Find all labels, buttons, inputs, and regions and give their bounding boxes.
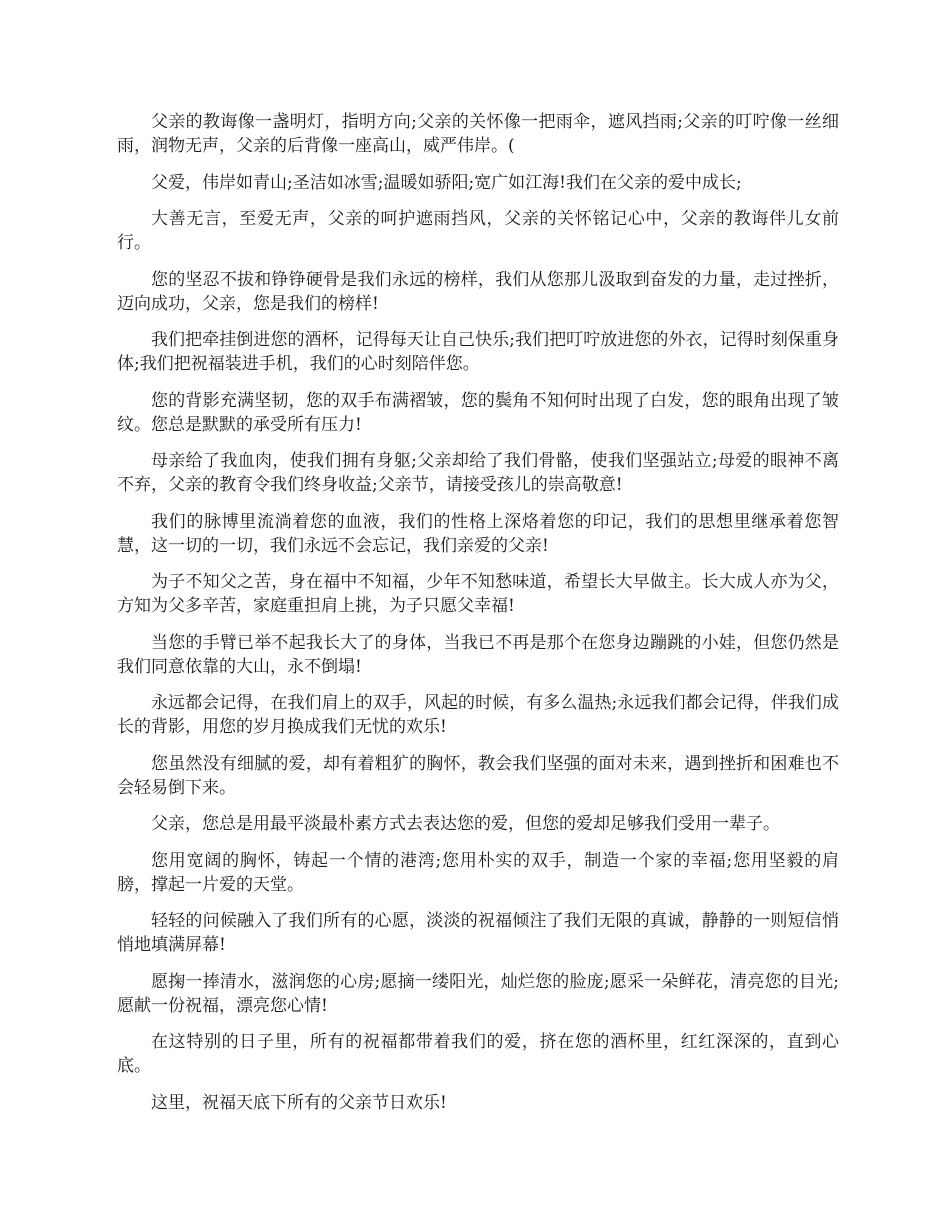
paragraph-11: 永远都会记得，在我们肩上的双手，风起的时候，有多么温热;永远我们都会记得，伴我们成长的背影，用您的岁月换成我们无忧的欢乐! — [117, 693, 839, 737]
paragraph-7: 母亲给了我血肉，使我们拥有身躯;父亲却给了我们骨骼，使我们坚强站立;母爱的眼神不离不弃，父亲的教育令我们终身收益;父亲节，请接受孩儿的崇高敬意! — [117, 451, 839, 495]
paragraph-18: 这里，祝福天底下所有的父亲节日欢乐! — [151, 1092, 447, 1113]
paragraph-13: 父亲，您总是用最平淡最朴素方式去表达您的爱，但您的爱却足够我们受用一辈子。 — [151, 814, 780, 834]
paragraph-4: 您的坚忍不拔和铮铮硬骨是我们永远的榜样，我们从您那儿汲取到奋发的力量，走过挫折，迈向成功，父亲，您是我们的榜样! — [117, 269, 839, 314]
paragraph-15: 轻轻的问候融入了我们所有的心愿，淡淡的祝福倾注了我们无限的真诚，静静的一则短信悄悄地填满屏幕! — [117, 911, 839, 955]
paragraph-14: 您用宽阔的胸怀，铸起一个情的港湾;您用朴实的双手，制造一个家的幸福;您用坚毅的肩膀，撑起一片爱的天堂。 — [117, 850, 839, 895]
paragraph-10: 当您的手臂已举不起我长大了的身体，当我已不再是那个在您身边蹦跳的小娃，但您仍然是我们同意依靠的大山，永不倒塌! — [117, 632, 839, 677]
paragraph-1: 父亲的教诲像一盏明灯，指明方向;父亲的关怀像一把雨伞，遮风挡雨;父亲的叮咛像一丝细雨，润物无声，父亲的后背像一座高山，威严伟岸。( — [117, 112, 839, 156]
paragraph-9: 为子不知父之苦，身在福中不知福，少年不知愁味道，希望长大早做主。长大成人亦为父，方知为父多辛苦，家庭重担肩上挑，为子只愿父幸福! — [117, 572, 839, 616]
paragraph-16: 愿掬一捧清水，滋润您的心房;愿摘一缕阳光，灿烂您的脸庞;愿采一朵鲜花，清亮您的目光;愿献一份祝福，漂亮您心情! — [117, 971, 839, 1016]
paragraph-6: 您的背影充满坚韧，您的双手布满褶皱，您的鬓角不知何时出现了白发，您的眼角出现了皱纹。您总是默默的承受所有压力! — [117, 390, 839, 435]
paragraph-8: 我们的脉博里流淌着您的血液，我们的性格上深烙着您的印记，我们的思想里继承着您智慧，这一切的一切，我们永远不会忘记，我们亲爱的父亲! — [117, 511, 839, 556]
document-body — [117, 110, 839, 1127]
paragraph-5: 我们把牵挂倒进您的酒杯，记得每天让自己快乐;我们把叮咛放进您的外衣，记得时刻保重身体;我们把祝福装进手机，我们的心时刻陪伴您。 — [117, 330, 839, 374]
paragraph-3: 大善无言，至爱无声，父亲的呵护遮雨挡风，父亲的关怀铭记心中，父亲的教诲伴儿女前行。 — [117, 209, 839, 253]
paragraph-12: 您虽然没有细腻的爱，却有着粗犷的胸怀，教会我们坚强的面对未来，遇到挫折和困难也不会轻易倒下来。 — [117, 753, 839, 798]
paragraph-2: 父爱，伟岸如青山;圣洁如冰雪;温暖如骄阳;宽广如江海!我们在父亲的爱中成长; — [151, 172, 742, 193]
paragraph-17: 在这特别的日子里，所有的祝福都带着我们的爱，挤在您的酒杯里，红红深深的，直到心底。 — [117, 1032, 839, 1076]
